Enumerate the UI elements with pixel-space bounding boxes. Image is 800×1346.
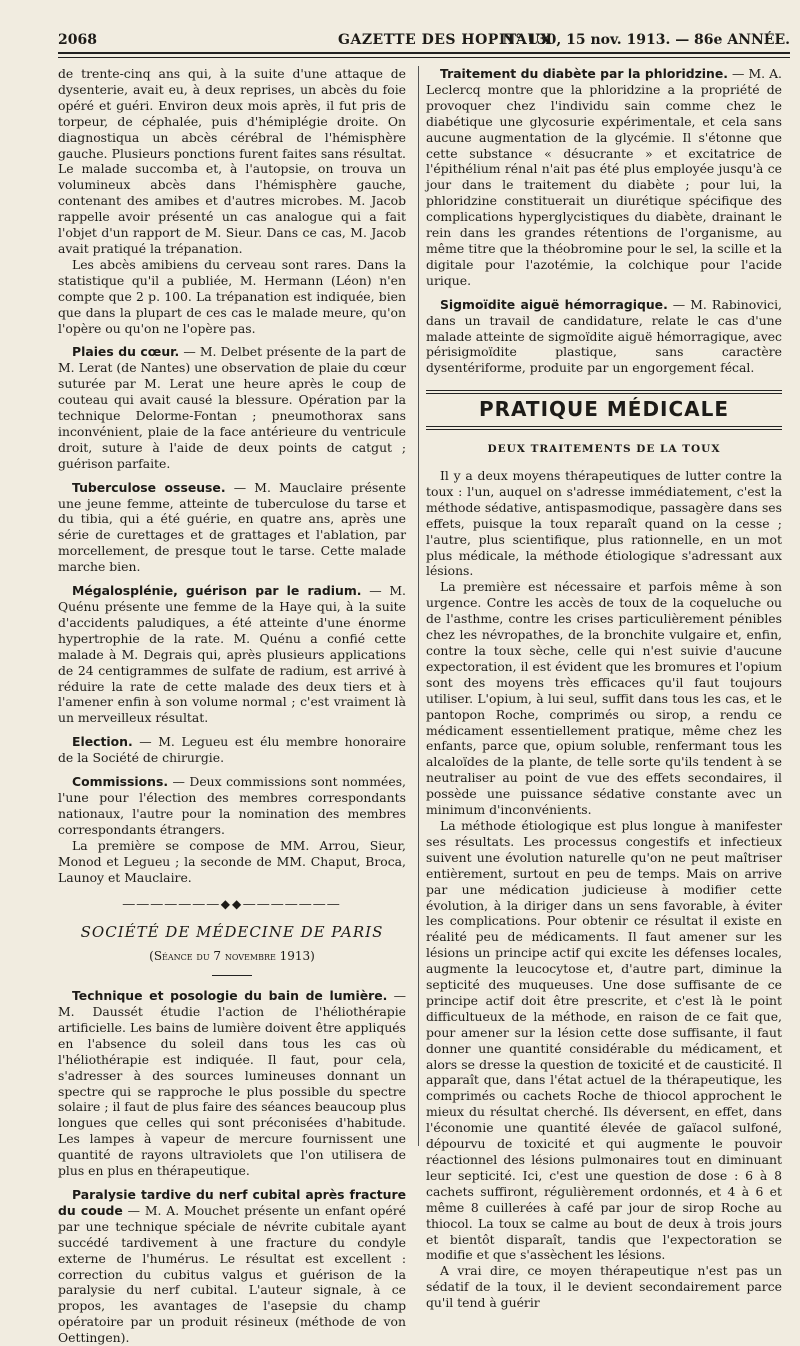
section-rule-bottom [426,426,782,430]
page-number: 2068 [58,32,97,48]
issue-info: N° 130, 15 nov. 1913. — 86e ANNÉE. [502,32,790,48]
heading-tuberculose: Tuberculose osseuse. [72,479,226,495]
text-bain-lumiere: — M. Daussét étudie l'action de l'héliothérapie artificielle. Les bains de lumière doivent être appliqués en l'absence du soleil dans tous les cas où l'héliothérapie est indiquée. Il faut, pour cela, s'adresser à des sources lumineuses donnant un spectre qui se rapproche le plus possible du spectre solaire ; il faut de plus faire des séances beaucoup plus longues que celles qui sont préconisées d'habitude. Les lampes à vapeur de mercure fournissent une quantité de rayons ultraviolets que l'on utilisera de plus en plus en thérapeutique. [58,988,406,1179]
society-session: (Séance du 7 novembre 1913) [149,949,315,964]
text-election: — M. Legueu est élu membre honoraire de la Société de chirurgie. [58,734,406,766]
text-diabete: — M. A. Leclercq montre que la phloridzine a la propriété de provoquer chez l'individu sain comme chez le diabétique une glycosurie expérimentale, et cela sans aucune augmentation de la glycémie. Il s'étonne que cette substance « désucrante » et excitatrice de l'épithélium rénal n'ait pas été plus employée jusqu'à ce jour dans le traitement du diabète ; pour lui, la phloridzine constituerait un diurétique spécifique des complications hyperglycistiques du diabète, drainant le rein dans les grandes rétentions de l'organisme, au même titre que la théobromine pour le sel, la scille et la digitale pour l'azotémie, la colchique pour l'acide urique. [426,66,782,288]
paragraph-commissions-members: La première se compose de MM. Arrou, Sieur, Monod et Legueu ; la seconde de MM. Chaput, Broca, Launoy et Mauclaire. [58,837,406,885]
heading-diabete: Traitement du diabète par la phloridzine. [440,66,728,81]
paragraph-election [58,734,406,766]
paragraph-toux-intro: Il y a deux moyens thérapeutiques de lutter contre la toux : l'un, auquel on s'adresse immédiatement, c'est la méthode sédative, antispasmodique, passagère dans ses effets, puisque la toux reparaît quand on la cesse ; l'autre, plus scientifique, plus rationnelle, en un mot plus médicale, la méthode étiologique s'adressant aux lésions. [426,468,782,579]
section-rule-top [426,390,782,394]
paragraph-abces-amibiens: Les abcès amibiens du cerveau sont rares. Dans la statistique qu'il a publiée, M. Hermann (Léon) n'en compte que 2 p. 100. La trépanation est indiquée, bien que dans la plupart de ces cas le malade meure, qu'on l'opère ou qu'on ne l'opère pas. [58,256,406,336]
heading-plaies-coeur: Plaies du cœur. [72,344,180,360]
heading-sigmoidite: Sigmoïdite aiguë hémorragique. [440,296,668,312]
short-rule [212,975,252,976]
column-separator [418,66,419,1146]
text-tuberculose: — M. Mauclaire présente une jeune femme, atteinte de tuberculose du tarse et du tibia, qui a été guérie, en quatre ans, après une série de curettages et de grattages et l'ablation, par morcellement, de presque tout le tarse. Cette malade marche bien. [58,479,406,575]
heading-election: Election. [72,734,133,750]
heading-megalosplenie: Mégalosplénie, guérison par le radium. [72,583,362,599]
society-title: SOCIÉTÉ DE MÉDECINE DE PARIS [80,923,384,942]
pratique-medicale-section [426,390,782,430]
paragraph-abces-continued: de trente-cinq ans qui, à la suite d'une attaque de dysenterie, avait eu, à deux reprises, un abcès du foie opéré et guéri. Environ deux mois après, il fut pris de torpeur, de céphalée, puis d'hémiplégie droite. On diagnostiqua un abcès cérébral de l'hémisphère gauche. Plusieurs ponctions furent faites sans résultat. Le malade succomba et, à l'autopsie, on trouva un volumineux abcès dans l'hémisphère gauche, contenant des amibes et d'autres microbes. M. Jacob rappelle avoir présenté un cas analogue qui a fait l'objet d'un rapport de M. Sieur. Dans ce cas, M. Jacob avait pratiqué la trépanation. [58,66,406,256]
text-sigmoidite: — M. Rabinovici, dans un travail de candidature, relate le cas d'une malade atteinte de sigmoïdite aiguë hémorragique, avec périsigmoïdite plastique, sans caractère dysentériforme, produite par un engorgement fécal. [426,296,782,376]
paragraph-plaies-coeur [58,344,406,471]
heading-paralysie: Paralysie tardive du nerf cubital après fracture du coude [58,1187,406,1218]
left-column [58,66,406,1346]
ornament-divider: ―――――――◆◆――――――― [122,897,342,912]
heading-commissions: Commissions. [72,774,169,790]
article-title: DEUX TRAITEMENTS DE LA TOUX [487,443,721,456]
header-rule-thick [58,52,790,54]
journal-title: GAZETTE DES HOPITAUX [338,32,552,48]
paragraph-diabete [426,66,782,289]
paragraph-toux-etiologique: La méthode étiologique est plus longue à manifester ses résultats. Les processus congestifs et infectieux suivent une évolution naturelle qu'on ne peut maîtriser entièrement, surtout en peu de temps. Mais on arrive par une médication judicieuse à modifier cette évolution, à la diriger dans un sens favorable, à éviter les complications. Pour obtenir ce résultat il existe en réalité peu de médicaments. Il faut amener sur les lésions un principe actif qui excite les défenses locales, augmente la leucocytose et, d'autre part, diminue la septicité des muqueuses. Une dose suffisante de ce principe actif doit être prescrite, et c'est là le point difficultueux de la méthode, en raison de ce fait que, pour amener sur la lésion cette dose suffisante, il faut donner une quantité considérable du médicament, et alors se dresse la question de toxicité et de causticité. Il apparaît que, dans l'état actuel de la thérapeutique, les comprimés ou cachets Roche de thiocol approchent le mieux du résultat cherché. Ils déversent, en effet, dans l'économie une quantité élevée de gaïacol sulfoné, dépourvu de toxicité et qui augmente le pouvoir réactionnel des lésions pulmonaires tout en diminuant leur septicité. Ici, c'est une question de dose : 6 à 8 cachets suffiront, régulièrement ordonnés, et 4 à 6 et même 8 cuillerées à café par jour de sirop Roche au thiocol. La toux se calme au bout de deux à trois jours et bientôt disparaît, tandis que l'expectoration se modifie et que s'assèchent les lésions. [426,817,782,1263]
paragraph-megalosplenie [58,583,406,726]
text-megalosplenie: — M. Quénu présente une femme de la Haye qui, à la suite d'accidents paludiques, a été atteinte d'une énorme hypertrophie de la rate. M. Quénu a confié cette malade à M. Degrais qui, après plusieurs applications de 24 centigrammes de sulfate de radium, est arrivé à réduire la rate de cette malade des deux tiers et à l'amener enfin à son volume normal ; c'est vraiment là un merveilleux résultat. [58,583,406,726]
paragraph-commissions [58,774,406,838]
header-rule-thin [58,57,790,58]
heading-bain-lumiere: Technique et posologie du bain de lumière. [72,988,388,1004]
text-plaies-coeur: — M. Delbet présente de la part de M. Lerat (de Nantes) une observation de plaie du cœur suturée par M. Lerat une heure après le coup de couteau qui avait causé la blessure. Opération par la technique Delorme-Fontan ; pneumothorax sans inconvénient, plaie de la face antérieure du ventricule droit, suture à l'aide de deux points de catgut ; guérison parfaite. [58,344,406,471]
section-title: PRATIQUE MÉDICALE [478,397,730,422]
text-paralysie: — M. A. Mouchet présente un enfant opéré par une technique spéciale de névrite cubitale ayant succédé tardivement à une fracture du condyle externe de l'humérus. Le résultat est excellent : correction du cubitus valgus et guérison de la paralysie du nerf cubital. L'auteur signale, à ce propos, les avantages de l'asepsie du champ opératoire par un produit résineux (méthode de von Oettingen). [58,1202,406,1346]
paragraph-bain-lumiere [58,988,406,1179]
paragraph-paralysie [58,1187,406,1346]
paragraph-toux-conclusion: A vrai dire, ce moyen thérapeutique n'est pas un sédatif de la toux, il le devient secondairement parce qu'il tend à guérir [426,1263,782,1311]
paragraph-tuberculose [58,480,406,575]
right-column [426,66,782,1311]
paragraph-toux-premiere: La première est nécessaire et parfois même à son urgence. Contre les accès de toux de la coqueluche ou de l'asthme, contre les crises particulièrement pénibles chez les névropathes, de la bronchite vulgaire et, enfin, contre la toux sèche, celle qui n'est suivie d'aucune expectoration, il est évident que les bromures et l'opium sont des moyens très efficaces qu'il faut toujours utiliser. L'opium, à lui seul, suffit dans tous les cas, et le pantopon Roche, comprimés ou sirop, a rendu ce médicament essentiellement pratique, même chez les enfants, parce que, opium soluble, renfermant tous les alcaloïdes de la plante, de telle sorte qu'ils tendent à se neutraliser au point de vue des effets secondaires, il possède une puissance sédative constante avec un minimum d'inconvénients. [426,579,782,818]
page-header [58,28,790,50]
paragraph-sigmoidite [426,297,782,377]
text-commissions: — Deux commissions sont nommées, l'une pour l'élection des membres correspondants nationaux, l'autre pour la nomination des membres correspondants étrangers. [58,774,406,837]
